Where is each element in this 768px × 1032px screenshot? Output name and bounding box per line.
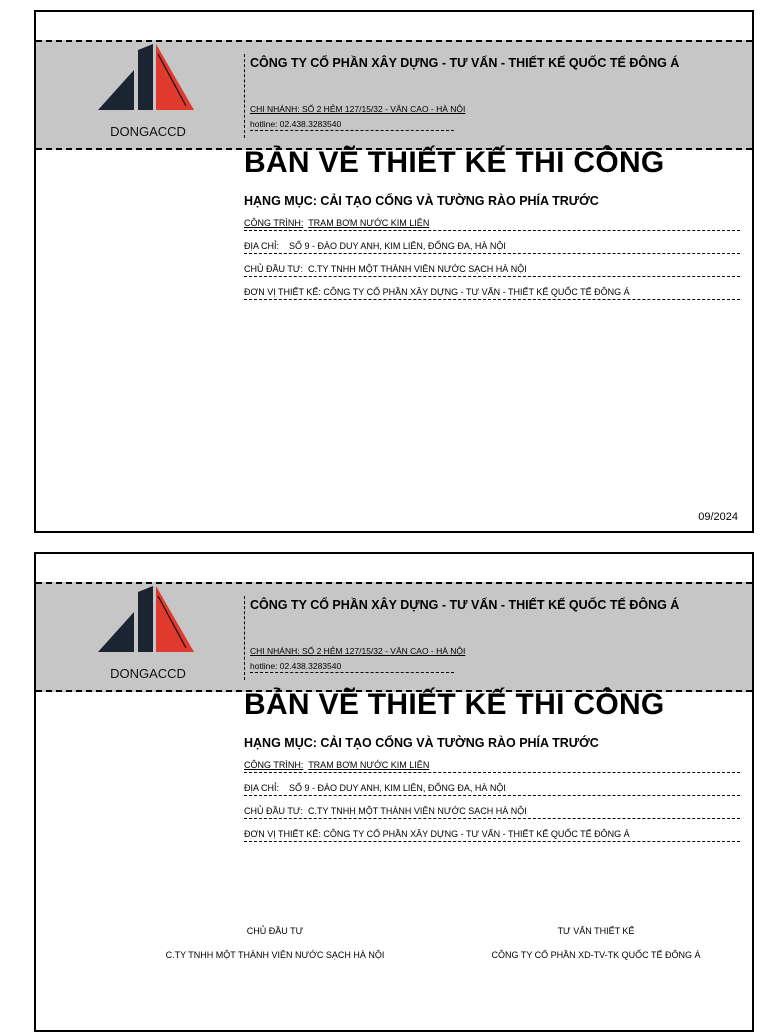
investor-label: CHỦ ĐẦU TƯ: <box>244 264 304 274</box>
signature-right-role: TƯ VẤN THIẾT KẾ <box>557 926 635 936</box>
header-band <box>36 40 752 150</box>
project-label: CÔNG TRÌNH: <box>244 760 304 770</box>
work-item: HẠNG MỤC: CẢI TẠO CỔNG VÀ TƯỜNG RÀO PHÍA TRƯỚC <box>244 194 599 208</box>
investor-value: C.TY TNHH MỘT THÀNH VIÊN NƯỚC SẠCH HÀ NỘI <box>308 264 527 274</box>
logo-text: DONGACCD <box>110 124 186 139</box>
designer-row <box>244 829 740 842</box>
address-row <box>244 241 740 254</box>
designer-row <box>244 287 740 300</box>
cover-sheet-1 <box>34 10 754 533</box>
address-value: SỐ 9 - ĐÀO DUY ANH, KIM LIÊN, ĐỐNG ĐA, HÀ NỘI <box>289 241 506 251</box>
branch-address: CHI NHÁNH: SỐ 2 HẺM 127/15/32 - VĂN CAO - HÀ NỘI <box>250 646 466 656</box>
company-name: CÔNG TY CỔ PHẦN XÂY DỰNG - TƯ VẤN - THIẾT KẾ QUỐC TẾ ĐÔNG Á <box>250 56 680 70</box>
work-item: HẠNG MỤC: CẢI TẠO CỔNG VÀ TƯỜNG RÀO PHÍA TRƯỚC <box>244 736 599 750</box>
pyramid-logo-icon <box>98 44 194 124</box>
investor-row <box>244 264 740 277</box>
project-value: TRẠM BƠM NƯỚC KIM LIÊN <box>308 760 430 770</box>
designer-label: ĐƠN VỊ THIẾT KẾ: <box>244 829 321 839</box>
address-label: ĐỊA CHỈ: <box>244 241 280 251</box>
investor-value: C.TY TNHH MỘT THÀNH VIÊN NƯỚC SẠCH HÀ NỘI <box>308 806 527 816</box>
investor-row <box>244 806 740 819</box>
address-row <box>244 783 740 796</box>
drawing-title: BẢN VẼ THIẾT KẾ THI CÔNG <box>244 688 665 721</box>
header-band <box>36 582 752 692</box>
designer-label: ĐƠN VỊ THIẾT KẾ: <box>244 287 321 297</box>
company-name: CÔNG TY CỔ PHẦN XÂY DỰNG - TƯ VẤN - THIẾT KẾ QUỐC TẾ ĐÔNG Á <box>250 598 680 612</box>
designer-value: CÔNG TY CỔ PHẦN XÂY DỰNG - TƯ VẤN - THIẾT KẾ QUỐC TẾ ĐÔNG Á <box>323 829 630 839</box>
company-logo <box>96 42 196 150</box>
hotline: hotline: 02.438.3283540 <box>250 661 454 673</box>
logo-text: DONGACCD <box>110 666 186 681</box>
branch-address: CHI NHÁNH: SỐ 2 HẺM 127/15/32 - VĂN CAO - HÀ NỘI <box>250 104 466 114</box>
signature-left-role: CHỦ ĐẦU TƯ <box>246 926 304 936</box>
signature-left-org: C.TY TNHH MỘT THÀNH VIÊN NƯỚC SẠCH HÀ NỘI <box>165 950 385 960</box>
pyramid-logo-icon <box>98 586 194 666</box>
investor-label: CHỦ ĐẦU TƯ: <box>244 806 304 816</box>
header-divider <box>244 54 245 138</box>
project-value: TRẠM BƠM NƯỚC KIM LIÊN <box>308 218 430 228</box>
issue-date: 09/2024 <box>698 511 738 523</box>
company-logo <box>96 584 196 692</box>
hotline: hotline: 02.438.3283540 <box>250 119 454 131</box>
address-label: ĐỊA CHỈ: <box>244 783 280 793</box>
address-value: SỐ 9 - ĐÀO DUY ANH, KIM LIÊN, ĐỐNG ĐA, HÀ NỘI <box>289 783 506 793</box>
drawing-title: BẢN VẼ THIẾT KẾ THI CÔNG <box>244 146 665 179</box>
project-row <box>244 218 740 231</box>
project-label: CÔNG TRÌNH: <box>244 218 304 228</box>
header-divider <box>244 596 245 680</box>
signature-right-org: CÔNG TY CỔ PHẦN XD-TV-TK QUỐC TẾ ĐÔNG Á <box>491 950 701 960</box>
designer-value: CÔNG TY CỔ PHẦN XÂY DỰNG - TƯ VẤN - THIẾT KẾ QUỐC TẾ ĐÔNG Á <box>323 287 630 297</box>
cover-sheet-2 <box>34 552 754 1032</box>
project-row <box>244 760 740 773</box>
